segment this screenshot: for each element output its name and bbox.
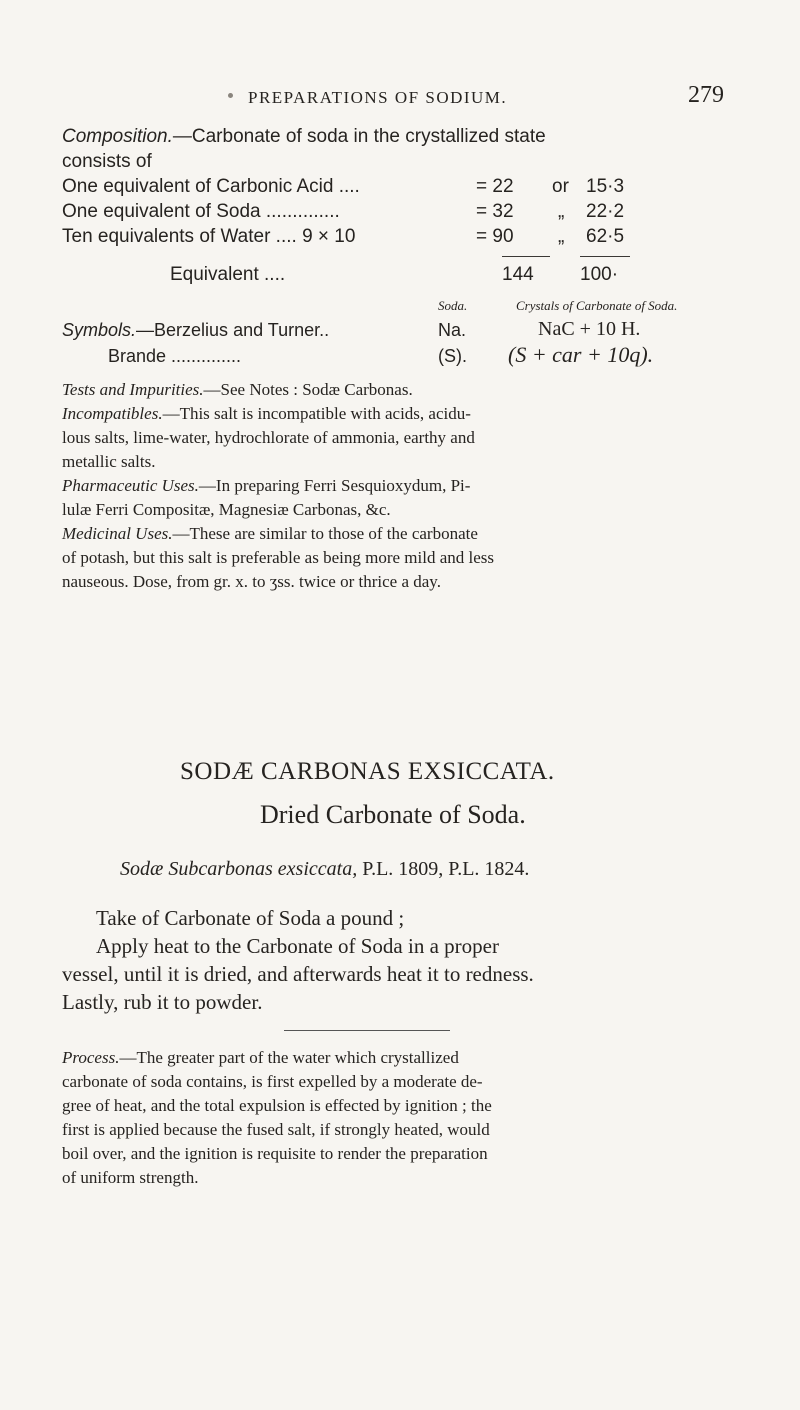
pharmaceutic-label: Pharmaceutic Uses. bbox=[62, 476, 199, 495]
composition-text-2: consists of bbox=[62, 151, 152, 172]
process-line-2: carbonate of soda contains, is first expelled by a moderate de- bbox=[62, 1072, 483, 1091]
pharmaceutic-line-1 bbox=[62, 474, 742, 498]
equivalent-total-percent: 100· bbox=[580, 264, 619, 285]
running-head: PREPARATIONS OF SODIUM. bbox=[248, 88, 508, 107]
equivalent-row-label: One equivalent of Carbonic Acid .... bbox=[62, 176, 360, 197]
medicinal-line-2: of potash, but this salt is preferable as being more mild and less bbox=[62, 548, 494, 567]
recipe-line-2: Apply heat to the Carbonate of Soda in a proper bbox=[96, 934, 499, 958]
incompatibles-text-1: —This salt is incompatible with acids, acidu- bbox=[162, 404, 471, 423]
pharmacopoeia-editions: P.L. 1809, P.L. 1824. bbox=[362, 858, 530, 880]
equivalent-row-or: or bbox=[552, 176, 569, 197]
medicinal-line-1 bbox=[62, 522, 742, 546]
symbols-line-berzelius bbox=[62, 320, 329, 341]
section-subtitle: Dried Carbonate of Soda. bbox=[260, 800, 526, 829]
brande-label: Brande .............. bbox=[108, 346, 242, 366]
incompatibles-label: Incompatibles. bbox=[62, 404, 163, 423]
equivalent-total-label: Equivalent .... bbox=[170, 264, 286, 285]
header-dot-mark bbox=[228, 93, 233, 98]
sum-rule bbox=[580, 256, 630, 257]
notes-block bbox=[62, 378, 742, 594]
recipe-line-1: Take of Carbonate of Soda a pound ; bbox=[96, 906, 405, 930]
tests-label: Tests and Impurities. bbox=[62, 380, 204, 399]
medicinal-line-3: nauseous. Dose, from gr. x. to ʒss. twice or thrice a day. bbox=[62, 572, 441, 591]
symbols-berzelius-text: —Berzelius and Turner.. bbox=[136, 320, 330, 340]
recipe-line-3: vessel, until it is dried, and afterwards heat it to redness. bbox=[62, 962, 534, 986]
process-block bbox=[62, 1046, 742, 1190]
symbols-label: Symbols. bbox=[62, 320, 137, 340]
pharmacopoeia-name: Sodæ Subcarbonas exsiccata, bbox=[120, 858, 358, 880]
process-label: Process. bbox=[62, 1048, 120, 1067]
equivalent-row-value: = 32 bbox=[476, 201, 514, 222]
process-line-1 bbox=[62, 1046, 742, 1070]
process-line-4: first is applied because the fused salt, if strongly heated, would bbox=[62, 1120, 490, 1139]
equivalent-row-label: Ten equivalents of Water .... 9 × 10 bbox=[62, 226, 356, 247]
soda-caption: Soda. bbox=[438, 298, 468, 313]
section-separator bbox=[284, 1030, 450, 1031]
incompatibles-line-1 bbox=[62, 402, 742, 426]
equivalent-row-value: = 22 bbox=[476, 176, 514, 197]
process-text-1: —The greater part of the water which crystallized bbox=[119, 1048, 459, 1067]
brande-crystal-formula: (S + car + 10q). bbox=[508, 342, 654, 367]
pharmaceutic-text-1: —In preparing Ferri Sesquioxydum, Pi- bbox=[198, 476, 471, 495]
medicinal-label: Medicinal Uses. bbox=[62, 524, 173, 543]
medicinal-text-1: —These are similar to those of the carbonate bbox=[172, 524, 478, 543]
equivalent-total-value: 144 bbox=[502, 264, 534, 285]
berzelius-crystal-formula: NaC + 10 H. bbox=[538, 318, 641, 340]
process-line-5: boil over, and the ignition is requisite to render the preparation bbox=[62, 1144, 488, 1163]
section-title: SODÆ CARBONAS EXSICCATA. bbox=[180, 758, 555, 785]
brande-soda-symbol: (S). bbox=[438, 346, 467, 366]
incompatibles-line-3: metallic salts. bbox=[62, 452, 156, 471]
pharmacopoeia-line bbox=[120, 858, 529, 881]
composition-label: Composition. bbox=[62, 126, 173, 147]
composition-text-1: —Carbonate of soda in the crystallized state bbox=[172, 126, 546, 147]
recipe-line-4: Lastly, rub it to powder. bbox=[62, 990, 263, 1014]
process-line-6: of uniform strength. bbox=[62, 1168, 199, 1187]
equivalent-row-percent: 62·5 bbox=[586, 226, 625, 247]
equivalent-row-percent: 15·3 bbox=[586, 176, 625, 197]
berzelius-soda-symbol: Na. bbox=[438, 320, 467, 340]
process-line-3: gree of heat, and the total expulsion is effected by ignition ; the bbox=[62, 1096, 492, 1115]
tests-text: —See Notes : Sodæ Carbonas. bbox=[203, 380, 413, 399]
page-number: 279 bbox=[688, 82, 724, 108]
tests-line bbox=[62, 378, 742, 402]
equivalent-row-percent: 22·2 bbox=[586, 201, 625, 222]
equivalent-row-or: „ bbox=[558, 201, 565, 222]
pharmaceutic-line-2: lulæ Ferri Compositæ, Magnesiæ Carbonas, &c. bbox=[62, 500, 391, 519]
composition-line-1 bbox=[62, 126, 546, 148]
equivalent-row-value: = 90 bbox=[476, 226, 514, 247]
sum-rule bbox=[502, 256, 550, 257]
equivalent-row-label: One equivalent of Soda .............. bbox=[62, 201, 340, 222]
incompatibles-line-2: lous salts, lime-water, hydrochlorate of ammonia, earthy and bbox=[62, 428, 475, 447]
crystals-caption: Crystals of Carbonate of Soda. bbox=[516, 298, 678, 313]
equivalent-row-or: „ bbox=[558, 226, 565, 247]
